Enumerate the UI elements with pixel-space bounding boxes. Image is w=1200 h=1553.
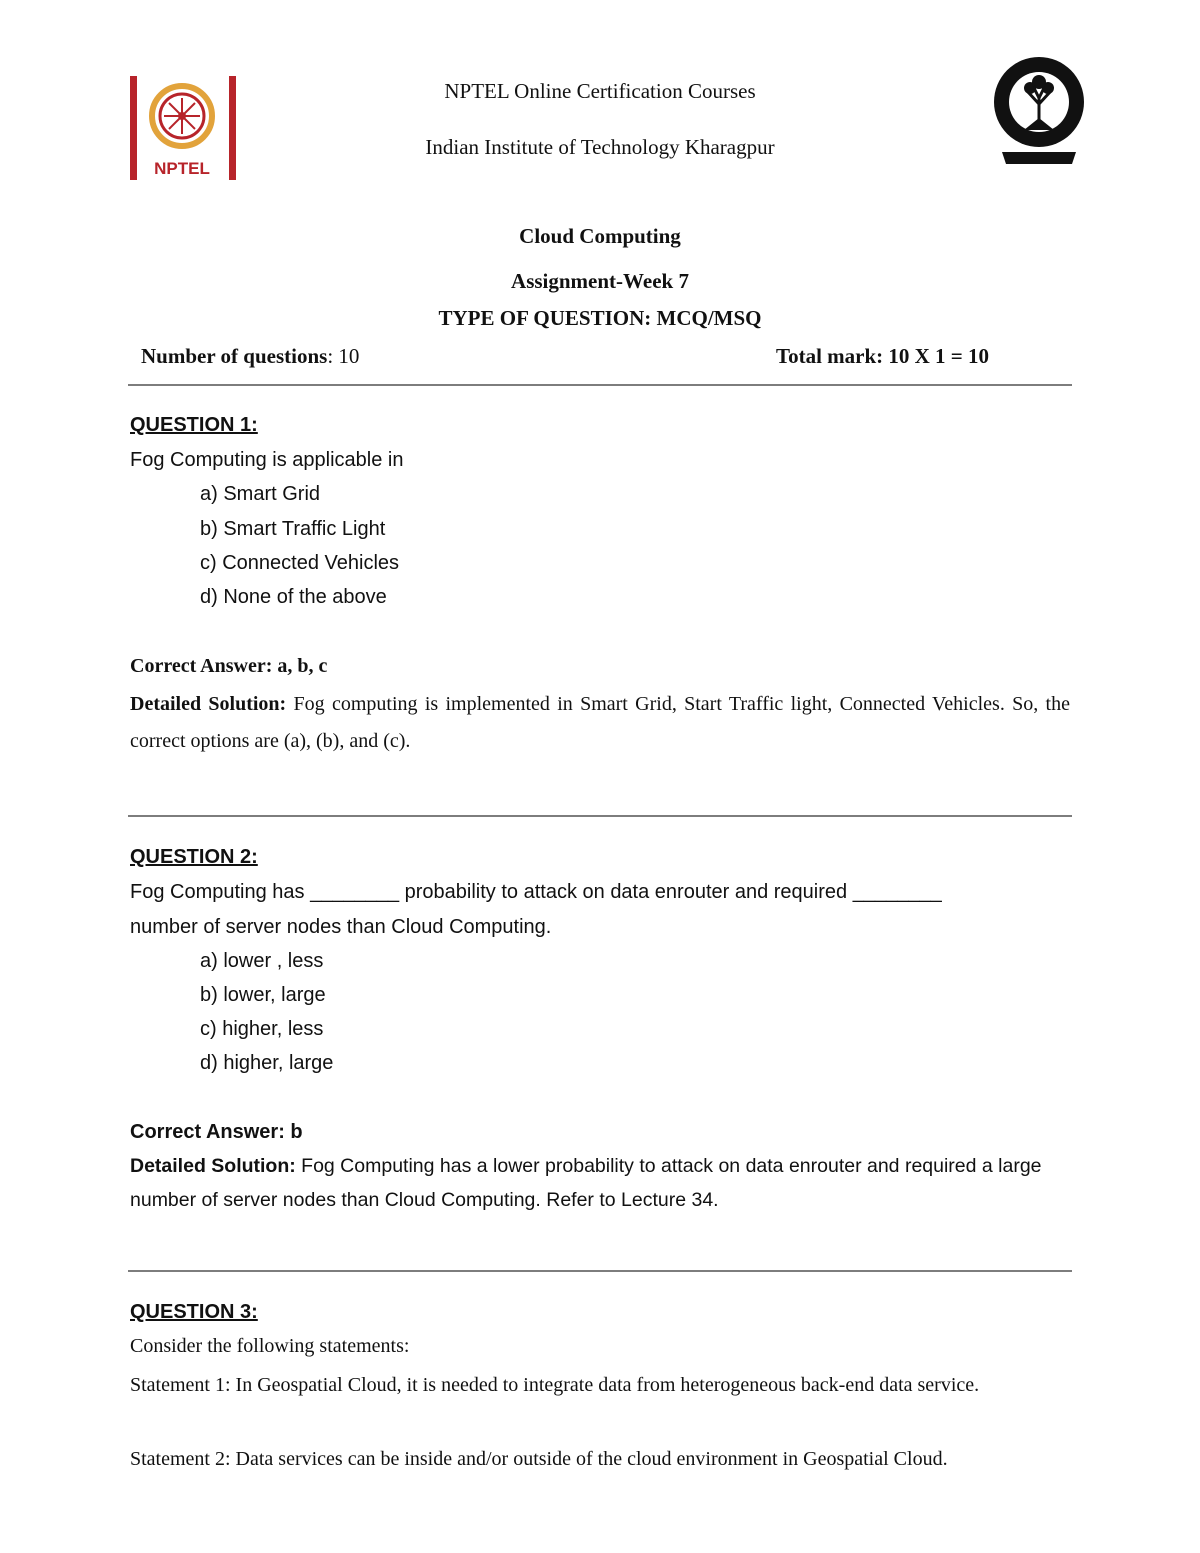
question-3-statement-1: Statement 1: In Geospatial Cloud, it is needed to integrate data from heterogeneous back-end data service. [130, 1374, 980, 1396]
divider [128, 815, 1072, 817]
question-1-option-d: d) None of the above [200, 586, 387, 608]
question-2-option-a: a) lower , less [200, 950, 324, 972]
nptel-logo-text: NPTEL [154, 159, 210, 178]
question-1-label: QUESTION 1: [130, 414, 258, 436]
question-1-answer-label: Correct Answer: [130, 655, 273, 677]
total-mark: Total mark: 10 X 1 = 10 [776, 344, 990, 368]
question-1-solution [130, 686, 1070, 760]
question-type: TYPE OF QUESTION: MCQ/MSQ [438, 306, 762, 330]
question-1-answer-value: a, b, c [272, 655, 328, 677]
question-2-solution [130, 1149, 1070, 1217]
question-2-option-b: b) lower, large [200, 984, 326, 1006]
assignment-title: Assignment-Week 7 [511, 269, 689, 293]
nptel-logo [130, 76, 236, 180]
number-of-questions-value: : 10 [327, 344, 360, 368]
course-title: Cloud Computing [519, 224, 681, 248]
question-1-option-a: a) Smart Grid [200, 483, 321, 505]
iit-kharagpur-seal [988, 52, 1090, 170]
divider [128, 384, 1072, 386]
question-1-option-c: c) Connected Vehicles [200, 552, 400, 574]
question-2-solution-label: Detailed Solution: [130, 1155, 296, 1177]
question-1-answer [130, 655, 327, 678]
question-1-solution-text: Fog computing is implemented in Smart Grid, Start Traffic light, Connected Vehicles. So, the correct options are (a), (b), and (c). [130, 693, 1070, 752]
question-2-solution-text: Fog Computing has a lower probability to attack on data enrouter and required a large number of server nodes than Cloud Computing. Refer to Lecture 34. [130, 1155, 1042, 1211]
question-1-solution-label: Detailed Solution: [130, 693, 287, 715]
question-1-option-b: b) Smart Traffic Light [200, 518, 386, 540]
question-2-option-c: c) higher, less [200, 1018, 324, 1040]
question-1-stem: Fog Computing is applicable in [130, 449, 404, 471]
question-2-label: QUESTION 2: [130, 846, 258, 868]
question-2-answer-label: Correct Answer: [130, 1121, 285, 1143]
question-3-stem: Consider the following statements: [130, 1335, 410, 1357]
header-line-nptel: NPTEL Online Certification Courses [444, 79, 756, 103]
number-of-questions [141, 344, 359, 369]
number-of-questions-label: Number of questions [141, 344, 328, 368]
header-line-institute: Indian Institute of Technology Kharagpur [425, 135, 775, 159]
question-2-answer [130, 1121, 303, 1144]
question-2-stem-line-1: Fog Computing has ________ probability to attack on data enrouter and required ________ [130, 881, 942, 903]
question-3-statement-2: Statement 2: Data services can be inside and/or outside of the cloud environment in Geospatial Cloud. [130, 1448, 948, 1470]
divider [128, 1270, 1072, 1272]
question-3-label: QUESTION 3: [130, 1301, 258, 1323]
question-2-stem-line-2: number of server nodes than Cloud Computing. [130, 916, 552, 938]
question-2-answer-value: b [284, 1121, 303, 1143]
question-2-option-d: d) higher, large [200, 1052, 334, 1074]
